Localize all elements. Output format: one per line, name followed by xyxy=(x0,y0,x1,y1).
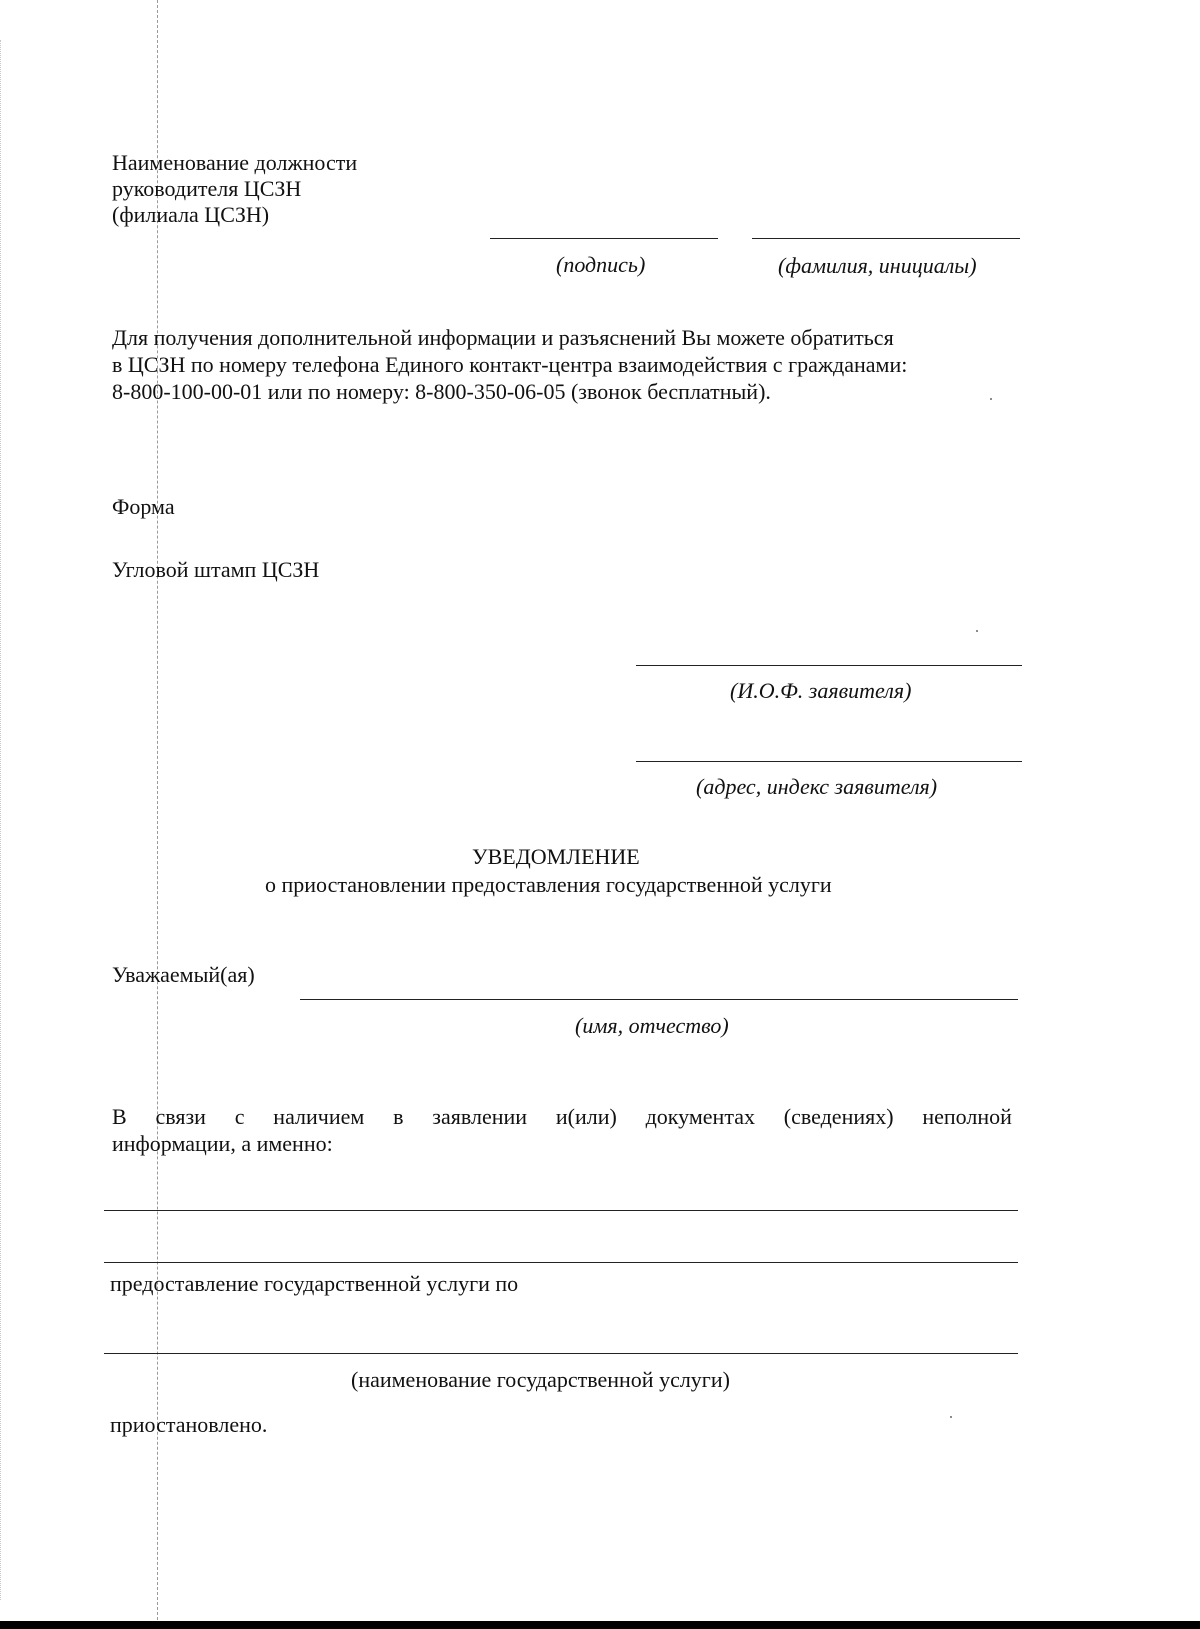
reason-word: наличием xyxy=(273,1104,365,1129)
greeting-name-caption: (имя, отчество) xyxy=(575,1013,729,1038)
greeting-label: Уважаемый(ая) xyxy=(112,962,255,987)
applicant-address-caption: (адрес, индекс заявителя) xyxy=(696,774,938,799)
notice-title: УВЕДОМЛЕНИЕ xyxy=(472,844,640,869)
signature-line xyxy=(490,238,718,239)
service-name-caption: (наименование государственной услуги) xyxy=(351,1367,730,1392)
scan-speck xyxy=(950,1416,952,1418)
service-prefix: предоставление государственной услуги по xyxy=(110,1271,519,1296)
position-title-line1: Наименование должности xyxy=(112,150,358,175)
applicant-name-caption: (И.О.Ф. заявителя) xyxy=(730,678,912,703)
contact-info-line1: Для получения дополнительной информации и разъяснений Вы можете обратиться xyxy=(112,325,894,350)
name-initials-caption: (фамилия, инициалы) xyxy=(778,253,977,278)
contact-info-line2: в ЦСЗН по номеру телефона Единого контакт-центра взаимодействия с гражданами: xyxy=(112,352,908,377)
reason-word: с xyxy=(234,1104,245,1129)
reason-line2: информации, а именно: xyxy=(112,1131,333,1156)
reason-word: В xyxy=(112,1104,127,1129)
service-name-line xyxy=(104,1353,1018,1354)
reason-word: связи xyxy=(155,1104,206,1129)
applicant-address-line xyxy=(636,761,1022,762)
scan-edge-line xyxy=(0,40,1,1600)
scan-speck xyxy=(990,398,992,400)
scan-bottom-edge xyxy=(0,1621,1200,1629)
scan-fold-line xyxy=(157,0,158,1620)
position-title-line2: руководителя ЦСЗН xyxy=(112,176,302,201)
reason-word: неполной xyxy=(922,1104,1012,1129)
greeting-name-line xyxy=(300,999,1018,1000)
position-title-line3: (филиала ЦСЗН) xyxy=(112,202,270,227)
scan-speck xyxy=(976,630,978,632)
reason-fill-line1 xyxy=(104,1210,1018,1211)
signature-caption: (подпись) xyxy=(556,252,646,277)
reason-line1 xyxy=(112,1104,1012,1130)
reason-word: заявлении xyxy=(432,1104,528,1129)
applicant-name-line xyxy=(636,665,1022,666)
reason-fill-line2 xyxy=(104,1262,1018,1263)
reason-word: (сведениях) xyxy=(783,1104,894,1129)
form-label: Форма xyxy=(112,494,175,519)
notice-subtitle: о приостановлении предоставления государственной услуги xyxy=(265,872,832,897)
reason-word: и(или) xyxy=(555,1104,617,1129)
reason-word: в xyxy=(393,1104,404,1129)
suspended-text: приостановлено. xyxy=(110,1412,268,1437)
name-initials-line xyxy=(752,238,1020,239)
reason-word: документах xyxy=(645,1104,755,1129)
contact-info-line3: 8-800-100-00-01 или по номеру: 8-800-350-06-05 (звонок бесплатный). xyxy=(112,379,771,404)
corner-stamp-label: Угловой штамп ЦСЗН xyxy=(112,557,320,582)
